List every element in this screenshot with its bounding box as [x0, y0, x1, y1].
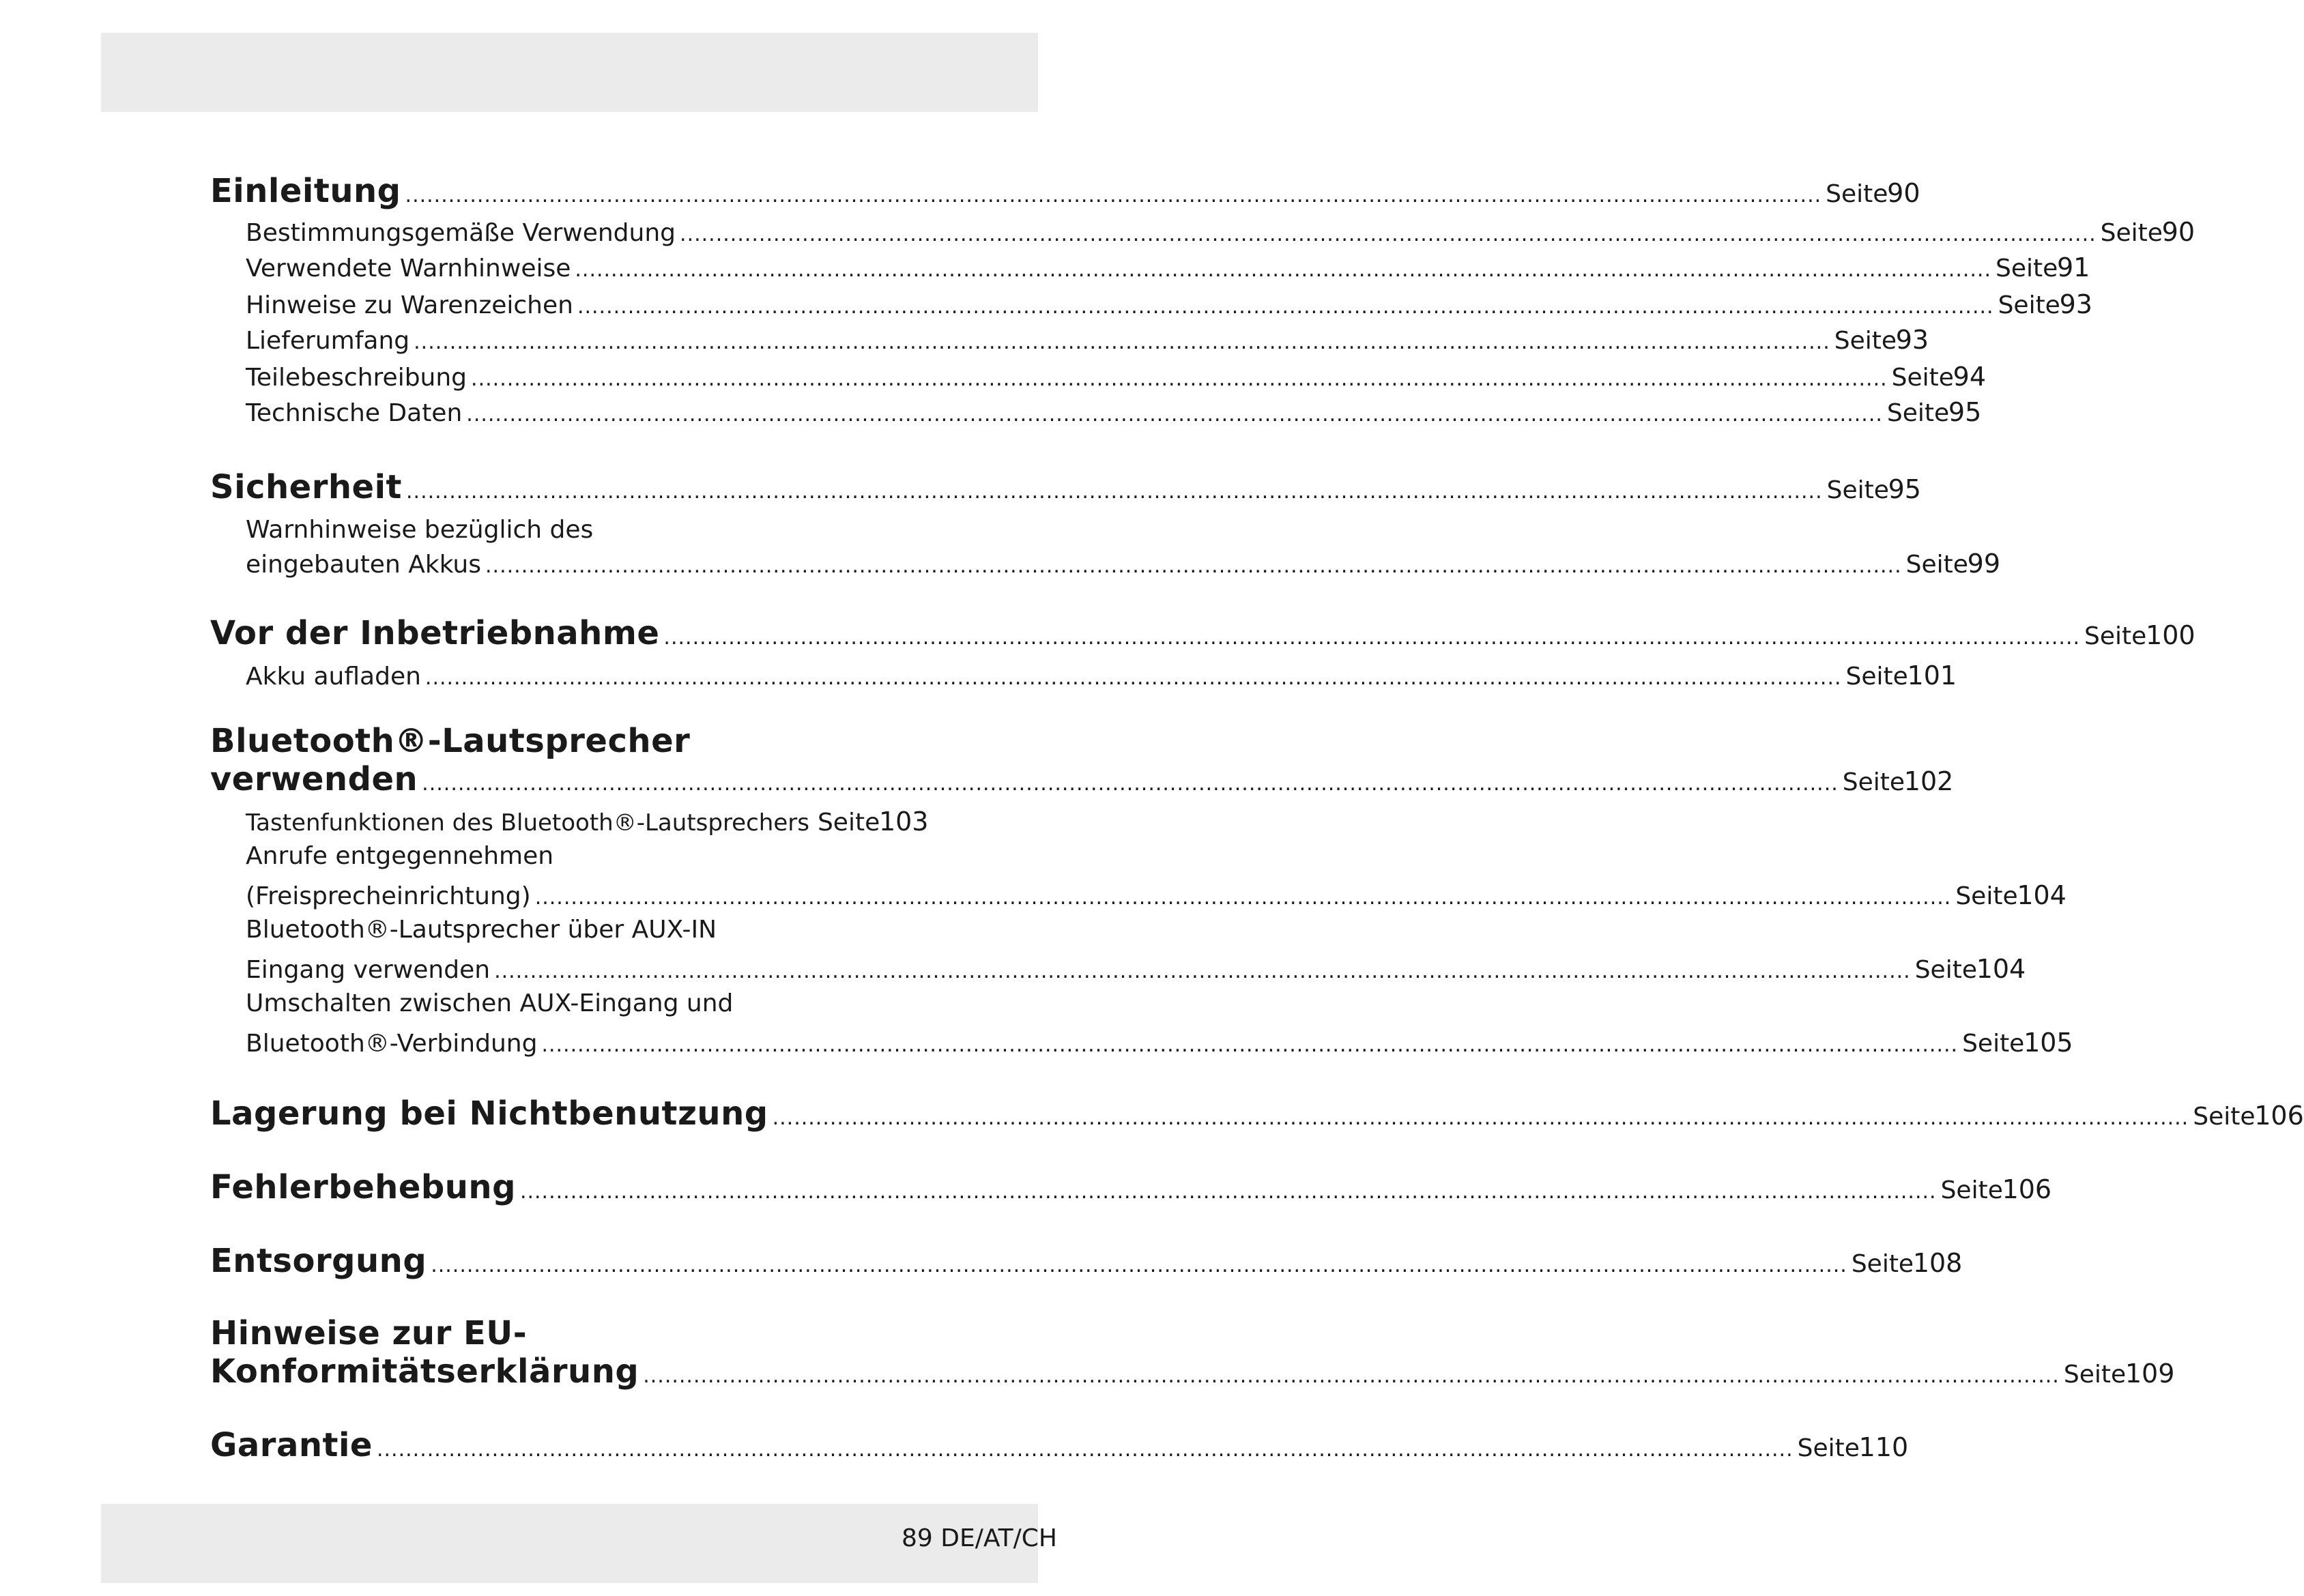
leader-dots: [494, 959, 1911, 983]
toc-entry-title: Akku aufladen: [246, 663, 421, 691]
seite-label: Seite: [1996, 255, 2058, 282]
page-number-label: 89 DE/AT/CH: [902, 1524, 1058, 1552]
toc-entry-hinweise-zu-warenzeichen[interactable]: [246, 289, 2092, 319]
leader-dots: [414, 330, 1830, 354]
toc-page-number: 105: [2024, 1028, 2073, 1058]
leader-dots: [575, 258, 1991, 282]
seite-label: Seite: [2193, 1103, 2256, 1131]
seite-label: Seite: [1955, 882, 2018, 910]
leader-dots: [377, 1438, 1794, 1462]
toc-entry-verwendete-warnhinweise[interactable]: [246, 252, 2090, 282]
seite-label: Seite: [1940, 1176, 2003, 1204]
toc-page-number: 106: [2002, 1174, 2052, 1204]
toc-entry-title: Sicherheit: [210, 468, 402, 506]
toc-entry-lieferumfang[interactable]: [246, 325, 1929, 355]
toc-entry-title: Lieferumfang: [246, 327, 410, 355]
footer-band: [101, 1504, 1058, 1583]
seite-label: Seite: [1962, 1030, 2025, 1058]
toc-entry-title: Garantie: [210, 1426, 373, 1464]
toc-entry-fehlerbehebung[interactable]: [210, 1168, 2052, 1206]
seite-label: Seite: [2084, 622, 2147, 650]
toc-entry-line1: Bluetooth®-Lautsprecher: [210, 722, 691, 760]
toc-entry-title: Lagerung bei Nichtbenutzung: [210, 1094, 768, 1133]
seite-label: Seite: [1826, 180, 1888, 208]
toc-entry-title: Bluetooth®-Verbindung: [246, 1030, 538, 1058]
toc-page-number: 95: [1888, 474, 1921, 504]
seite-label: Seite: [1891, 364, 1954, 392]
seite-label: Seite: [1845, 663, 1908, 691]
seite-label: Seite: [1842, 768, 1905, 796]
leader-dots: [422, 772, 1839, 796]
toc-entry-tastenfunktionen[interactable]: [246, 807, 928, 837]
toc-entry-lagerung[interactable]: [210, 1094, 2304, 1133]
toc-entry-title: Bestimmungsgemäße Verwendung: [246, 219, 676, 247]
toc-entry-entsorgung[interactable]: [210, 1242, 1963, 1280]
toc-entry-title: Einleitung: [210, 172, 401, 210]
toc-page-number: 106: [2254, 1101, 2304, 1131]
toc-entry-title: Fehlerbehebung: [210, 1168, 516, 1206]
toc-entry-freisprecheinrichtung[interactable]: [246, 880, 2067, 910]
toc-entry-title: Eingang verwenden: [246, 956, 491, 984]
toc-page-number: 93: [2059, 289, 2092, 319]
toc-page-number: 110: [1858, 1432, 1909, 1462]
toc-page-number: 104: [1976, 954, 2026, 984]
toc-entry-konformitaetserklaerung[interactable]: [210, 1352, 2175, 1391]
seite-label: Seite: [1826, 476, 1889, 504]
toc-page-number: 101: [1907, 661, 1957, 691]
leader-dots: [680, 222, 2097, 246]
toc-entry-einleitung[interactable]: [210, 172, 1920, 210]
toc-entry-garantie[interactable]: [210, 1426, 1909, 1464]
toc-entry-eingebauten-akkus[interactable]: [246, 549, 2000, 579]
toc-page-number: 99: [1967, 549, 2000, 579]
seite-label: Seite: [2100, 219, 2163, 247]
toc-page-number: 102: [1903, 766, 1954, 796]
seite-label: Seite: [1886, 399, 1950, 427]
toc-page-number: 104: [2017, 880, 2067, 910]
toc-page-number: 94: [1953, 362, 1987, 392]
seite-label: Seite: [1914, 956, 1977, 984]
leader-dots: [773, 1106, 2189, 1130]
seite-label: Seite: [2063, 1361, 2127, 1389]
leader-dots: [466, 403, 1883, 426]
seite-label: Seite: [1851, 1250, 1914, 1278]
leader-dots: [405, 184, 1822, 207]
leader-dots: [643, 1364, 2060, 1388]
toc-entry-title: Teilebeschreibung: [246, 364, 467, 392]
leader-dots: [663, 626, 2080, 650]
toc-entry-title: Tastenfunktionen des Bluetooth®-Lautsprechers: [246, 809, 809, 837]
toc-entry-technische-daten[interactable]: [246, 397, 1982, 427]
toc-entry-title: Verwendete Warnhinweise: [246, 255, 571, 282]
toc-entry-bestimmungsgemaesse-verwendung[interactable]: [246, 217, 2195, 247]
toc-entry-line1: Bluetooth®-Lautsprecher über AUX-IN: [246, 916, 717, 944]
toc-entry-line1: Anrufe entgegennehmen: [246, 842, 554, 870]
leader-dots: [520, 1180, 1937, 1204]
toc-entry-title: Hinweise zu Warenzeichen: [246, 291, 573, 319]
toc-entry-line1: Umschalten zwischen AUX-Eingang und: [246, 989, 734, 1017]
toc-entry-bluetooth-lautsprecher-verwenden[interactable]: [210, 760, 1954, 798]
toc-entry-title: Technische Daten: [246, 399, 463, 427]
toc-entry-line1: Hinweise zur EU-: [210, 1314, 528, 1352]
leader-dots: [431, 1253, 1847, 1277]
toc-entry-bluetooth-verbindung[interactable]: [246, 1028, 2073, 1058]
toc-page-number: 90: [1887, 178, 1920, 208]
seite-label: Seite: [1834, 327, 1897, 355]
toc-entry-vor-der-inbetriebnahme[interactable]: [210, 614, 2195, 652]
leader-dots: [577, 295, 1994, 319]
toc-page-number: 100: [2146, 620, 2195, 650]
leader-dots: [535, 886, 1952, 910]
toc-entry-title: eingebauten Akkus: [246, 551, 482, 579]
leader-dots: [541, 1033, 1958, 1057]
seite-label: Seite: [1998, 291, 2060, 319]
toc-page-number: 91: [2057, 252, 2090, 282]
toc-entry-eingang-verwenden[interactable]: [246, 954, 2026, 984]
leader-dots: [406, 480, 1823, 504]
toc-entry-title: Konformitätserklärung: [210, 1352, 639, 1391]
toc-page-number: 109: [2125, 1359, 2175, 1389]
toc-entry-teilebeschreibung[interactable]: [246, 362, 1987, 392]
toc-entry-title: verwenden: [210, 760, 418, 798]
toc-page-number: 95: [1948, 397, 1982, 427]
leader-dots: [471, 367, 1888, 391]
seite-label: Seite: [1797, 1434, 1860, 1462]
seite-label: Seite: [1905, 551, 1968, 579]
toc-entry-sicherheit[interactable]: [210, 468, 1921, 506]
toc-page-number: 103: [878, 807, 929, 837]
toc-entry-title: (Freisprecheinrichtung): [246, 882, 531, 910]
toc-page-number: 93: [1895, 325, 1929, 355]
toc-page-number: 90: [2161, 217, 2195, 247]
toc-page-number: 108: [1912, 1248, 1963, 1278]
seite-label: Seite: [817, 809, 880, 837]
toc-entry-line1: Warnhinweise bezüglich des: [246, 516, 594, 544]
leader-dots: [425, 666, 1842, 690]
toc-entry-title: Entsorgung: [210, 1242, 427, 1280]
toc-entry-akku-aufladen[interactable]: [246, 661, 1957, 691]
toc-entry-title: Vor der Inbetriebnahme: [210, 614, 660, 652]
leader-dots: [485, 554, 1902, 578]
